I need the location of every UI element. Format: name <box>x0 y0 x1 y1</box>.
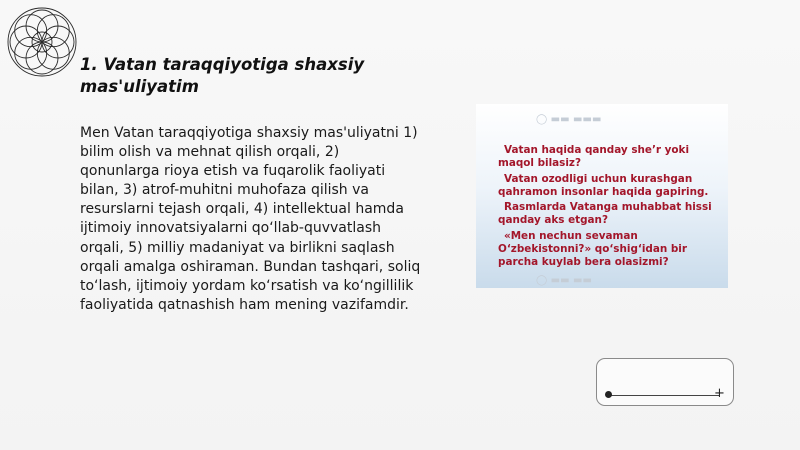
question-item-3: Rasmlarda Vatanga muhabbat hissi qanday aks etgan? <box>498 201 712 226</box>
slider-handle-icon[interactable] <box>605 391 612 398</box>
decorative-circles-logo-icon <box>4 4 80 80</box>
question-item-4: «Men nechun sevaman O‘zbekistonni?» qo‘shig‘idan bir parcha kuylab bera olasizmi? <box>498 229 687 268</box>
faded-footer-decoration: ◯ ▬▬ ▬▬ <box>536 275 592 286</box>
questions-list <box>498 144 724 271</box>
media-control-box[interactable] <box>596 358 734 406</box>
question-item-1: Vatan haqida qanday she’r yoki maqol bilasiz? <box>498 144 690 169</box>
faded-header-decoration: ◯ ▬▬ ▬▬▬ <box>536 114 602 125</box>
slider-track[interactable] <box>609 395 719 396</box>
question-item-2: Vatan ozodligi uchun kurashgan qahramon insonlar haqida gapiring. <box>498 172 709 198</box>
slide-title: 1. Vatan taraqqiyotiga shaxsiy mas'uliyatim <box>80 55 365 96</box>
plus-icon[interactable]: + <box>714 386 725 401</box>
slide-body-text: Men Vatan taraqqiyotiga shaxsiy mas'uliyatni 1) bilim olish va mehnat qilish orqali, 2) qonunlarga rioya etish va fuqarolik faoliyati bilan, 3) atrof-muhitni muhofaza qilish va resurslarni tejash orqali, 4) intellektual hamda ijtimoiy innovatsiyalarni qo‘llab-quvvatlash orqali, 5) milliy madaniyat va birlikni saqlash orqali amalga oshiraman. Bundan tashqari, soliq to‘lash, ijtimoiy yordam ko‘rsatish va ko‘ngillilik faoliyatida qatnashish ham mening vazifamdir. <box>80 125 421 313</box>
questions-image-card <box>476 104 728 288</box>
